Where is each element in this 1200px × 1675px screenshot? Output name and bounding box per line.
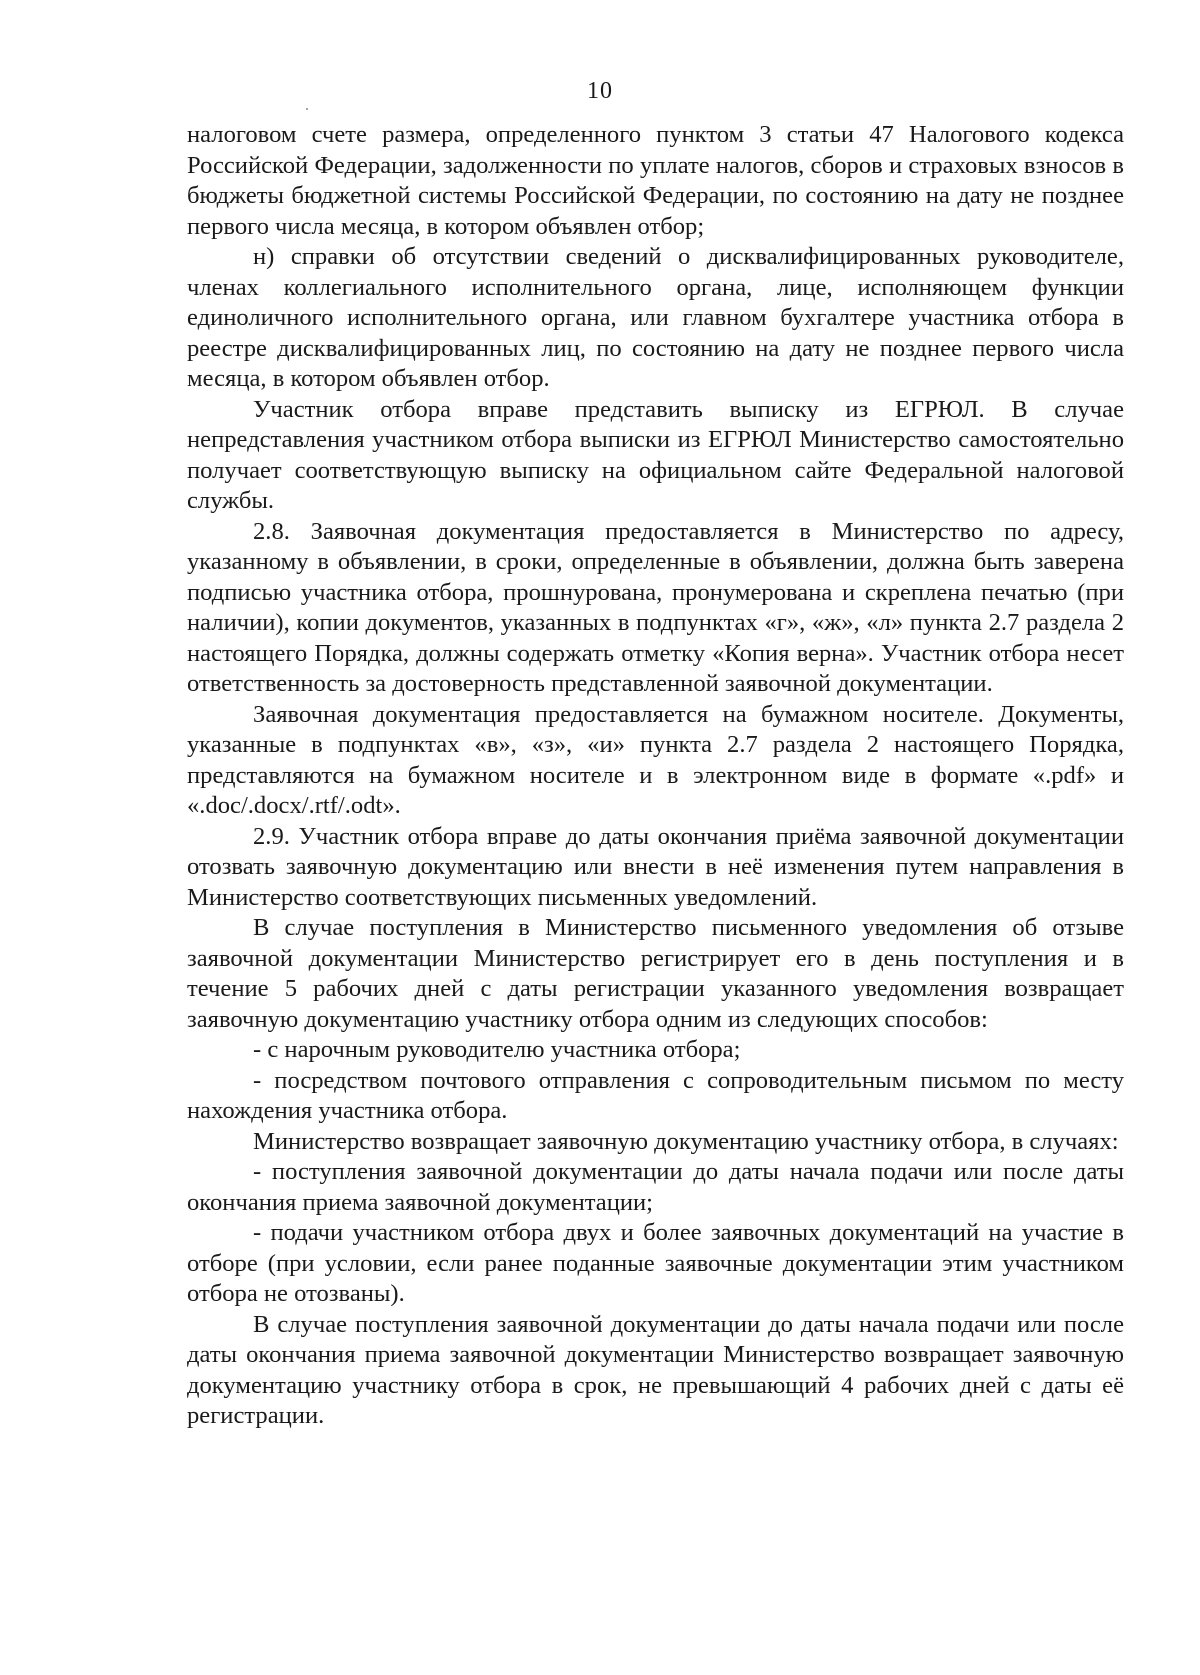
list-item-1: - с нарочным руководителю участника отбора;: [253, 1036, 741, 1063]
document-body: [187, 120, 1124, 1432]
paragraph-9: В случае поступления заявочной документации до даты начала подачи или после даты окончания приема заявочной документации Министерство возвращает заявочную документацию участнику отбора в срок, не превышающий 4 рабочих дней с даты её регистрации.: [187, 1310, 1124, 1429]
paragraph-4: 2.8. Заявочная документация предоставляется в Министерство по адресу, указанному в объявлении, в сроки, определенные в объявлении, должна быть заверена подписью участника отбора, прошнурована, пронумерована и скреплена печатью (при наличии), копии документов, указанных в подпунктах «г», «ж», «л» пункта 2.7 раздела 2 настоящего Порядка, должны содержать отметку «Копия верна». Участник отбора несет ответственность за достоверность представленной заявочной документации.: [187, 517, 1124, 697]
paragraph-7: В случае поступления в Министерство письменного уведомления об отзыве заявочной документации Министерство регистрирует его в день поступления и в течение 5 рабочих дней с даты регистрации указанного уведомления возвращает заявочную документацию участнику отбора одним из следующих способов:: [187, 914, 1124, 1033]
list-item-2: - посредством почтового отправления с сопроводительным письмом по месту нахождения участника отбора.: [187, 1066, 1124, 1124]
paragraph-6: 2.9. Участник отбора вправе до даты окончания приёма заявочной документации отозвать заявочную документацию или внести в неё изменения путем направления в Министерство соответствующих письменных уведомлений.: [187, 822, 1124, 911]
page-number: 10: [587, 78, 613, 104]
list-item-4: - подачи участником отбора двух и более заявочных документаций на участие в отборе (при условии, если ранее поданные заявочные документации этим участником отбора не отозваны).: [187, 1219, 1124, 1307]
scan-speck: [306, 108, 308, 110]
paragraph-8: Министерство возвращает заявочную документацию участнику отбора, в случаях:: [253, 1127, 1119, 1155]
paragraph-3: Участник отбора вправе представить выписку из ЕГРЮЛ. В случае непредставления участником отбора выписки из ЕГРЮЛ Министерство самостоятельно получает соответствующую выписку на официальном сайте Федеральной налоговой службы.: [187, 395, 1124, 514]
paragraph-5: Заявочная документация предоставляется на бумажном носителе. Документы, указанные в подпунктах «в», «з», «и» пункта 2.7 раздела 2 настоящего Порядка, представляются на бумажном носителе и в электронном виде в формате «.pdf» и «.doc/.docx/.rtf/.odt».: [187, 700, 1124, 819]
list-item-3: - поступления заявочной документации до даты начала подачи или после даты окончания приема заявочной документации;: [187, 1158, 1124, 1216]
paragraph-1: налоговом счете размера, определенного пунктом 3 статьи 47 Налогового кодекса Российской Федерации, задолженности по уплате налогов, сборов и страховых взносов в бюджеты бюджетной системы Российской Федерации, по состоянию на дату не позднее первого числа месяца, в котором объявлен отбор;: [187, 121, 1124, 240]
paragraph-2: н) справки об отсутствии сведений о дисквалифицированных руководителе, членах коллегиального исполнительного органа, лице, исполняющем функции единоличного исполнительного органа, или главном бухгалтере участника отбора в реестре дисквалифицированных лиц, по состоянию на дату не позднее первого числа месяца, в котором объявлен отбор.: [187, 243, 1124, 392]
